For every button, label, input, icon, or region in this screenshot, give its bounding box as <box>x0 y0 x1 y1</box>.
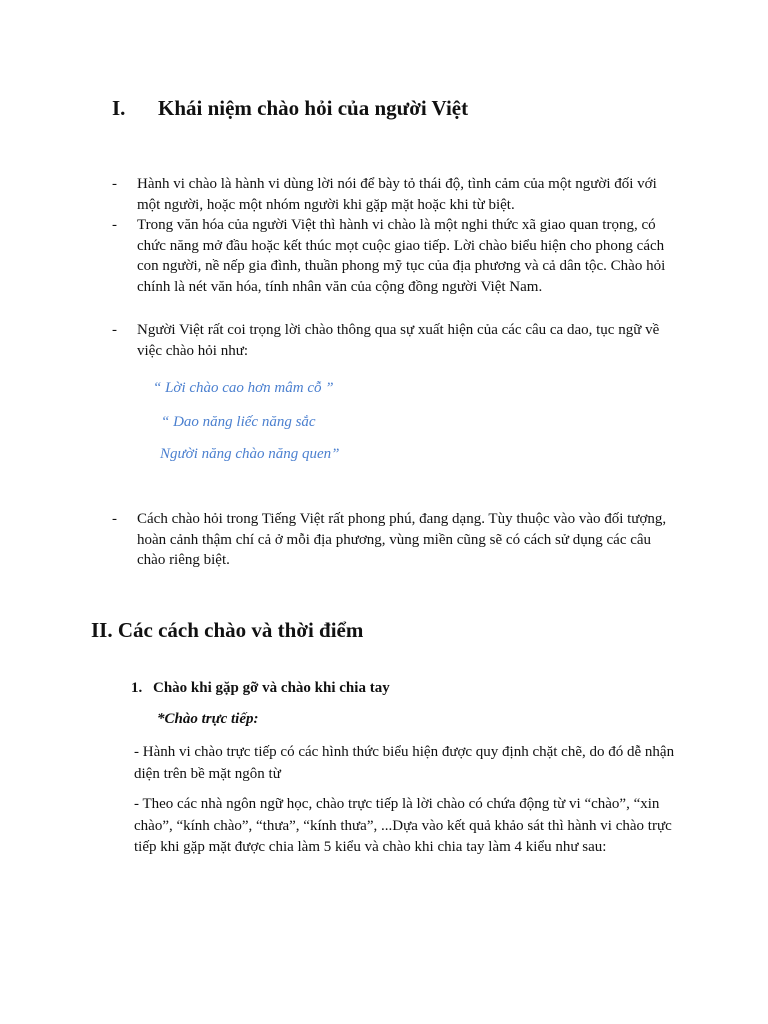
section-1-title: Khái niệm chào hỏi của người Việt <box>158 96 469 120</box>
section-1-number: I. <box>112 96 126 120</box>
bullet-dash: - <box>112 511 117 527</box>
section-2-title: II. Các cách chào và thời điểm <box>91 618 364 642</box>
bullet-text: Người Việt rất coi trọng lời chào thông qua sự xuất hiện của các câu ca dao, tục ngữ về việc chào hỏi như: <box>137 322 660 359</box>
bullet-dash: - <box>112 217 117 233</box>
bullet-item <box>112 320 660 361</box>
bullet-text: Cách chào hỏi trong Tiếng Việt rất phong phú, đang dạng. Tùy thuộc vào vào đối tượng, hoàn cảnh thậm chí cả ở mỗi địa phương, vùng miền cũng sẽ có cách sử dụng các câu chào riêng biệt. <box>137 511 667 568</box>
bullet-item <box>112 174 657 215</box>
sub-subheading: *Chào trực tiếp: <box>157 711 259 727</box>
subsection-heading <box>131 680 390 697</box>
bullet-dash: - <box>112 176 117 192</box>
bullet-item <box>112 215 666 297</box>
paragraph: - Theo các nhà ngôn ngữ học, chào trực tiếp là lời chào có chứa động từ vi “chào”, “xin chào”, “kính chào”, “thưa”, “kính thưa”, ...Dựa vào kết quả khảo sát thì hành vi chào trực tiếp khi gặp mặt được chia làm 5 kiểu và chào khi chia tay làm 4 kiểu như sau: <box>134 796 672 855</box>
subsection-number: 1. <box>131 680 143 696</box>
paragraph: - Hành vi chào trực tiếp có các hình thức biểu hiện được quy định chặt chẽ, do đó dễ nhận diện trên bề mặt ngôn từ <box>134 744 675 782</box>
proverb-quote: “ Dao năng liếc năng sắc <box>161 414 316 430</box>
bullet-dash: - <box>112 322 117 338</box>
proverb-quote: Người năng chào năng quen” <box>160 446 340 462</box>
proverb-quote: “ Lời chào cao hơn mâm cỗ ” <box>153 380 334 396</box>
subsection-title: Chào khi gặp gỡ và chào khi chia tay <box>153 680 390 696</box>
bullet-text: Hành vi chào là hành vi dùng lời nói để bày tỏ thái độ, tình cảm của một người đối với một người, hoặc một nhóm người khi gặp mặt hoặc khi từ biệt. <box>137 176 657 213</box>
bullet-item <box>112 509 667 571</box>
bullet-text: Trong văn hóa của người Việt thì hành vi chào là một nghi thức xã giao quan trọng, có chức năng mở đầu hoặc kết thúc mọt cuộc giao tiếp. Lời chào biểu hiện cho phong cách con người, nề nếp gia đình, thuần phong mỹ tục của địa phương và cả dân tộc. Chào hỏi chính là nét văn hóa, tính nhân văn của cộng đồng người Việt Nam. <box>137 217 666 295</box>
